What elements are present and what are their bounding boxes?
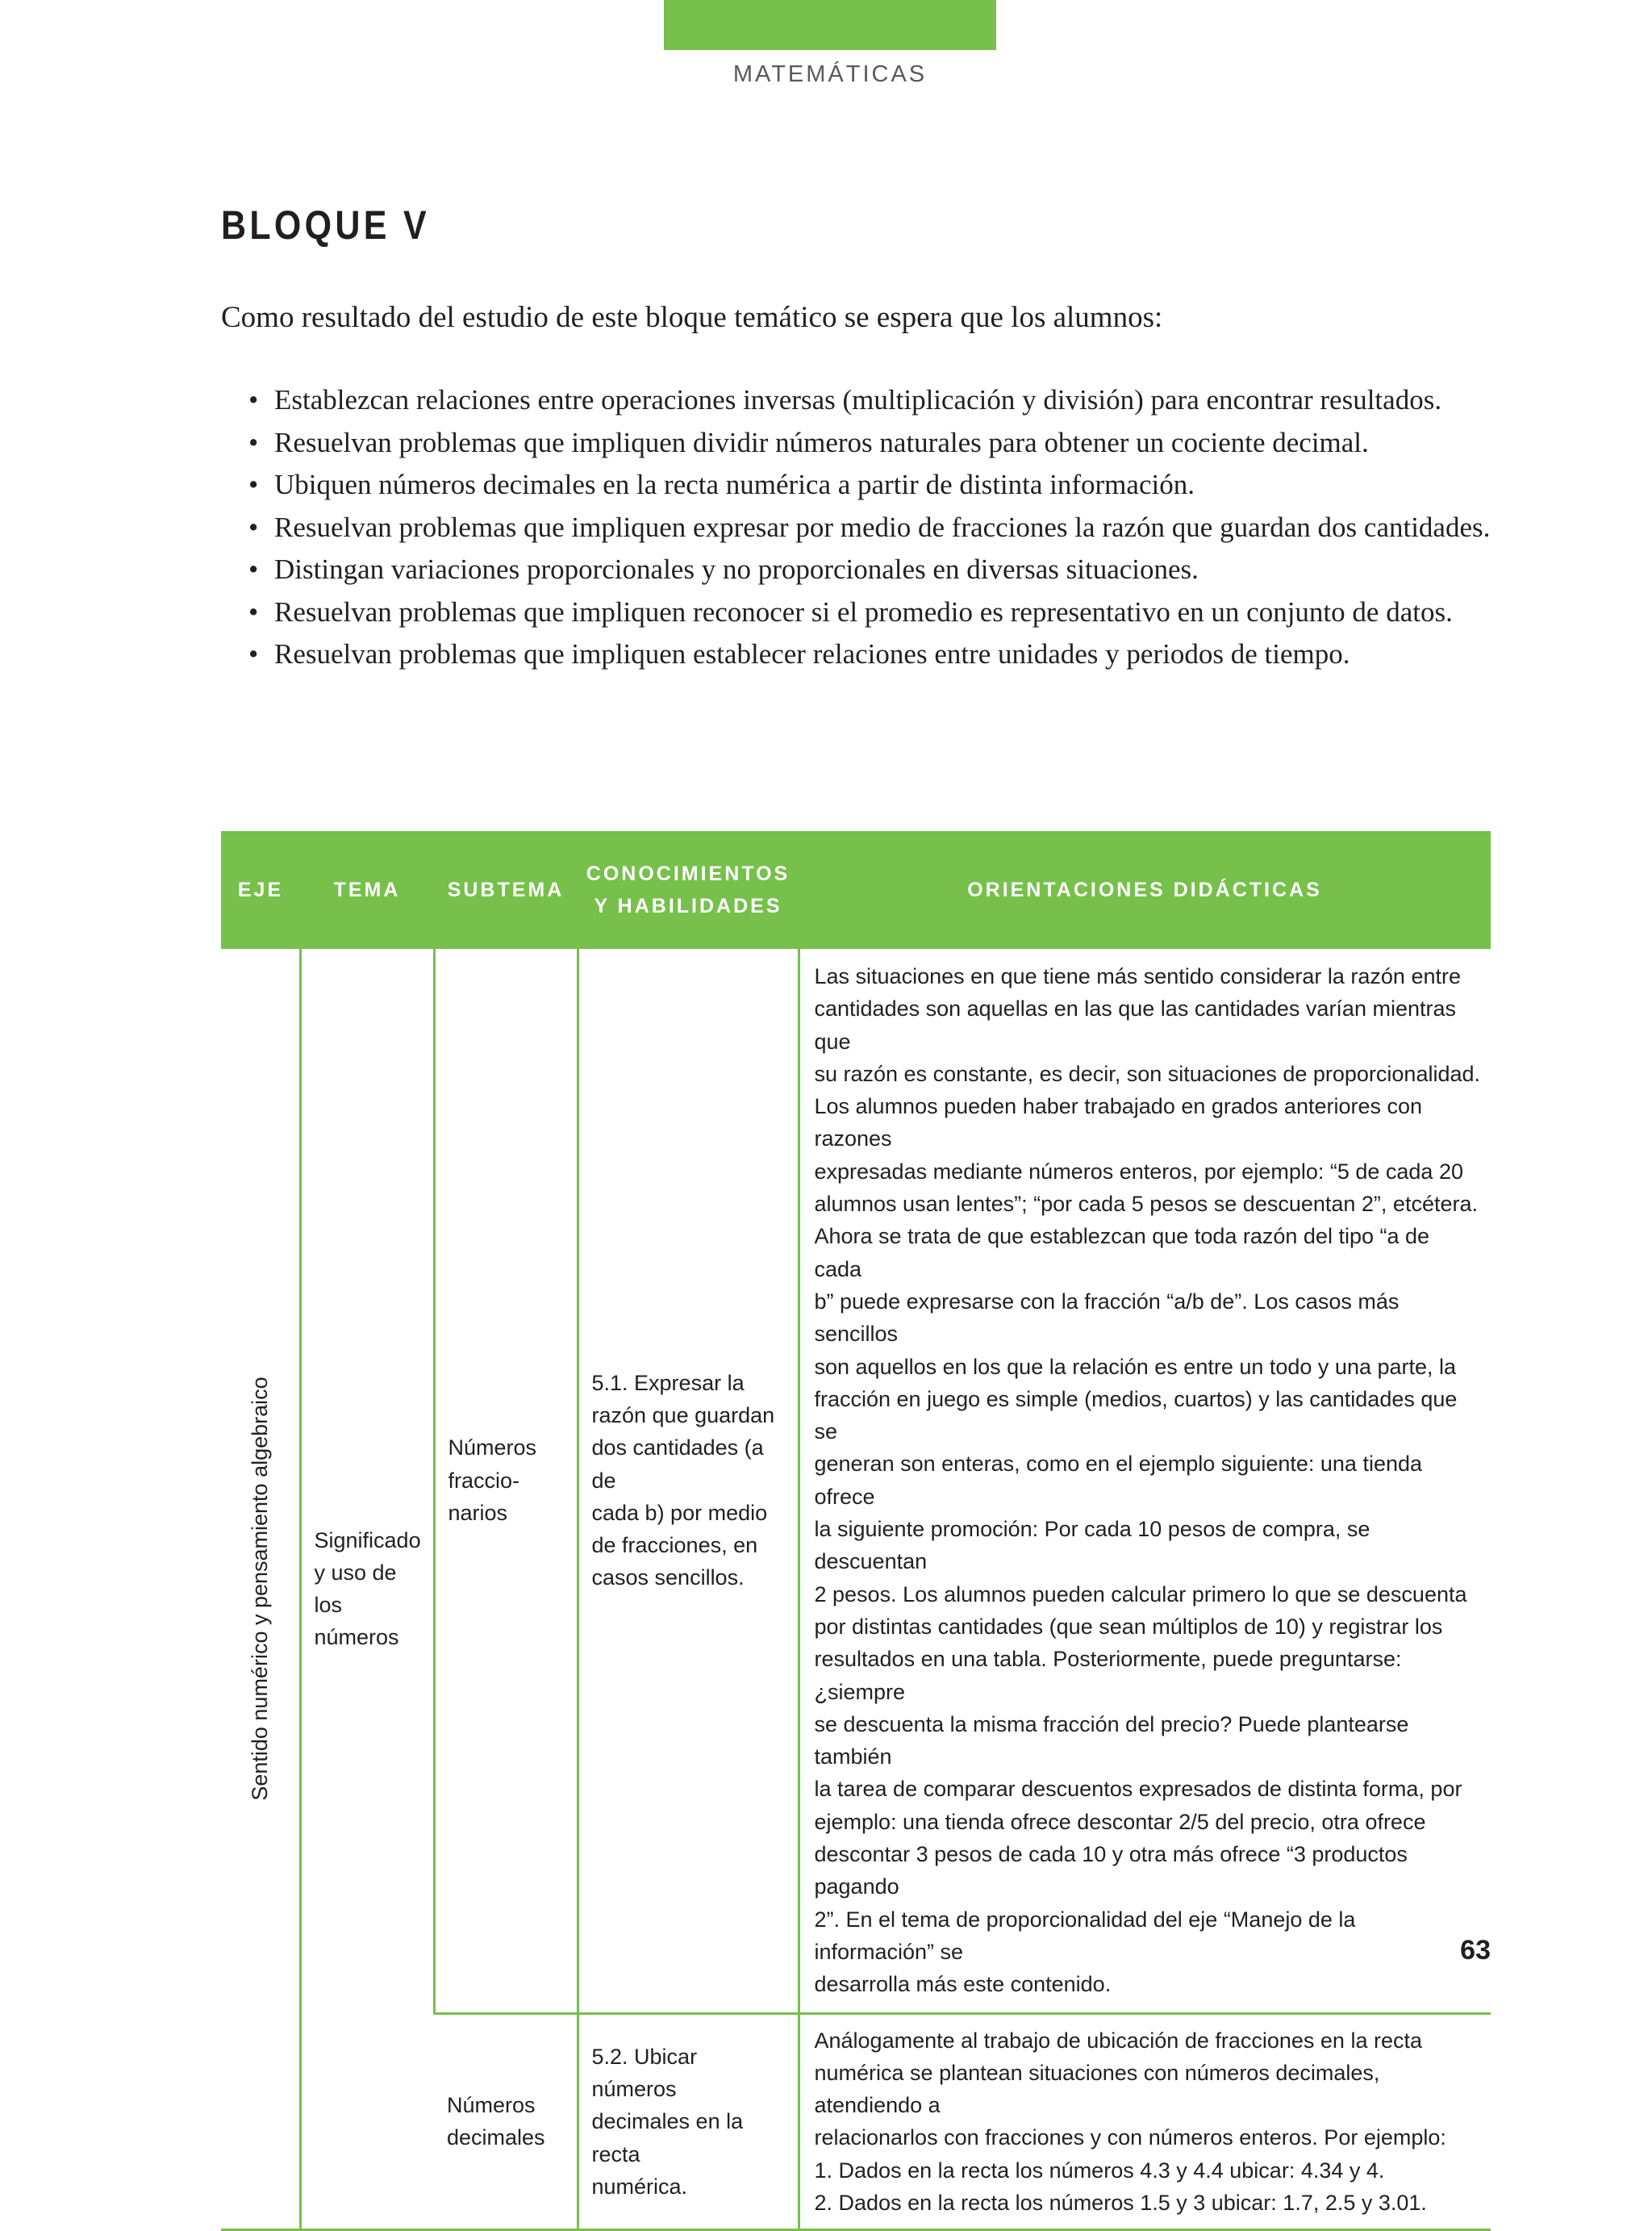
objective-text: Resuelvan problemas que impliquen expresar por medio de fracciones la razón que guardan dos cantidades. [274, 511, 1491, 543]
orientaciones-cell [799, 2013, 1491, 2230]
objective-item [248, 591, 1491, 634]
conocimientos-cell [578, 2013, 799, 2230]
block-intro: Como resultado del estudio de este bloque temático se espera que los alumnos: [221, 301, 1163, 334]
curriculum-table [221, 831, 1491, 2231]
objective-text: Resuelvan problemas que impliquen establecer relaciones entre unidades y periodos de tiempo. [274, 638, 1350, 670]
bullet-icon: • [248, 554, 259, 585]
bullet-icon: • [248, 469, 259, 500]
objective-item [248, 507, 1491, 549]
orientaciones-text: Análogamente al trabajo de ubicación de fracciones en la recta numérica se plantean situaciones con números decimales, atendiendo a relacionarlos con fracciones y con números enteros. Por ejemplo: 1. Dados en la recta los números 4.3 y 4.4 ubicar: 4.34 y 4. 2. Dados en la recta los números 1.5 y 3 ubicar: 1.7, 2.5 y 3.01. [814, 2028, 1446, 2215]
bullet-icon: • [248, 384, 259, 416]
orientaciones-text: Las situaciones en que tiene más sentido considerar la razón entre cantidades son aquellas en las que las cantidades varían mientras que su razón es constante, es decir, son situaciones de proporcionalidad. Los alumnos pueden haber trabajado en grados anteriores con razones expresadas mediante números enteros, por ejemplo: “5 de cada 20 alumnos usan lentes”; “por cada 5 pesos se descuentan 2”, etcétera. Ahora se trata de que establezcan que toda razón del tipo “a de cada b” puede expresarse con la fracción “a/b de”. Los casos más sencillos son aquellos en los que la relación es entre un todo y una parte, la fracción en juego es simple (medios, cuartos) y las cantidades que se generan son enteras, como en el ejemplo siguiente: una tienda ofrece la siguiente promoción: Por cada 10 pesos de compra, se descuentan 2 pesos. Los alumnos pueden calcular primero lo que se descuenta por distintas cantidades (que sean múltiplos de 10) y registrar los resultados en una tabla. Posteriormente, puede preguntarse: ¿siempre se descuenta la misma fracción del precio? Puede plantearse también la tarea de comparar descuentos expresados de distinta forma, por ejemplo: una tienda ofrece descontar 2/5 del precio, otra ofrece descontar 3 pesos de cada 10 y otra más ofrece “3 productos pagando 2”. En el tema de proporcionalidad del eje “Manejo de la información” se desarrolla más este contenido. [814, 964, 1481, 1997]
objective-item [248, 633, 1491, 676]
subtema-cell [434, 949, 578, 2013]
orientaciones-cell [799, 949, 1491, 2013]
block-title: BLOQUE V [221, 203, 430, 248]
objective-item [248, 464, 1491, 507]
header-eje: EJE [221, 831, 300, 949]
conocimientos-text: 5.1. Expresar la razón que guardan dos cantidades (a de cada b) por medio de fracciones, en casos sencillos. [591, 1370, 775, 1590]
header-accent-bar [664, 0, 996, 50]
tema-label: Significado y uso de los números [314, 1527, 421, 1650]
objective-item [248, 379, 1491, 422]
bullet-icon: • [248, 426, 259, 458]
header-conocimientos: CONOCIMIENTOS Y HABILIDADES [578, 831, 799, 949]
objective-text: Resuelvan problemas que impliquen reconocer si el promedio es representativo en un conjunto de datos. [274, 595, 1453, 628]
objective-text: Ubiquen números decimales en la recta numérica a partir de distinta información. [274, 469, 1195, 500]
table-header-row [221, 831, 1491, 949]
page-number: 63 [1460, 1935, 1491, 1966]
objective-item [248, 422, 1491, 465]
table-row [221, 949, 1491, 2013]
tema-cell [300, 949, 434, 2230]
header-tema: TEMA [300, 831, 434, 949]
eje-cell [221, 949, 300, 2230]
running-head: MATEMÁTICAS [732, 61, 928, 87]
header-subtema: SUBTEMA [434, 831, 578, 949]
subtema-label: Números decimales [447, 2093, 545, 2150]
bullet-icon: • [248, 511, 259, 543]
header-orientaciones: ORIENTACIONES DIDÁCTICAS [799, 831, 1491, 949]
objectives-list [248, 379, 1491, 676]
conocimientos-text: 5.2. Ubicar números decimales en la recta numérica. [591, 2044, 744, 2199]
subtema-cell [434, 2013, 578, 2230]
eje-label: Sentido numérico y pensamiento algebraico [248, 1377, 273, 1801]
objective-text: Establezcan relaciones entre operaciones inversas (multiplicación y división) para encontrar resultados. [274, 384, 1442, 416]
objective-text: Distingan variaciones proporcionales y no proporcionales en diversas situaciones. [274, 554, 1199, 585]
conocimientos-cell [578, 949, 799, 2013]
objective-text: Resuelvan problemas que impliquen dividir números naturales para obtener un cociente decimal. [274, 426, 1369, 458]
bullet-icon: • [248, 638, 259, 670]
subtema-label: Números fraccio- narios [448, 1435, 537, 1525]
bullet-icon: • [248, 595, 259, 628]
objective-item [248, 549, 1491, 591]
